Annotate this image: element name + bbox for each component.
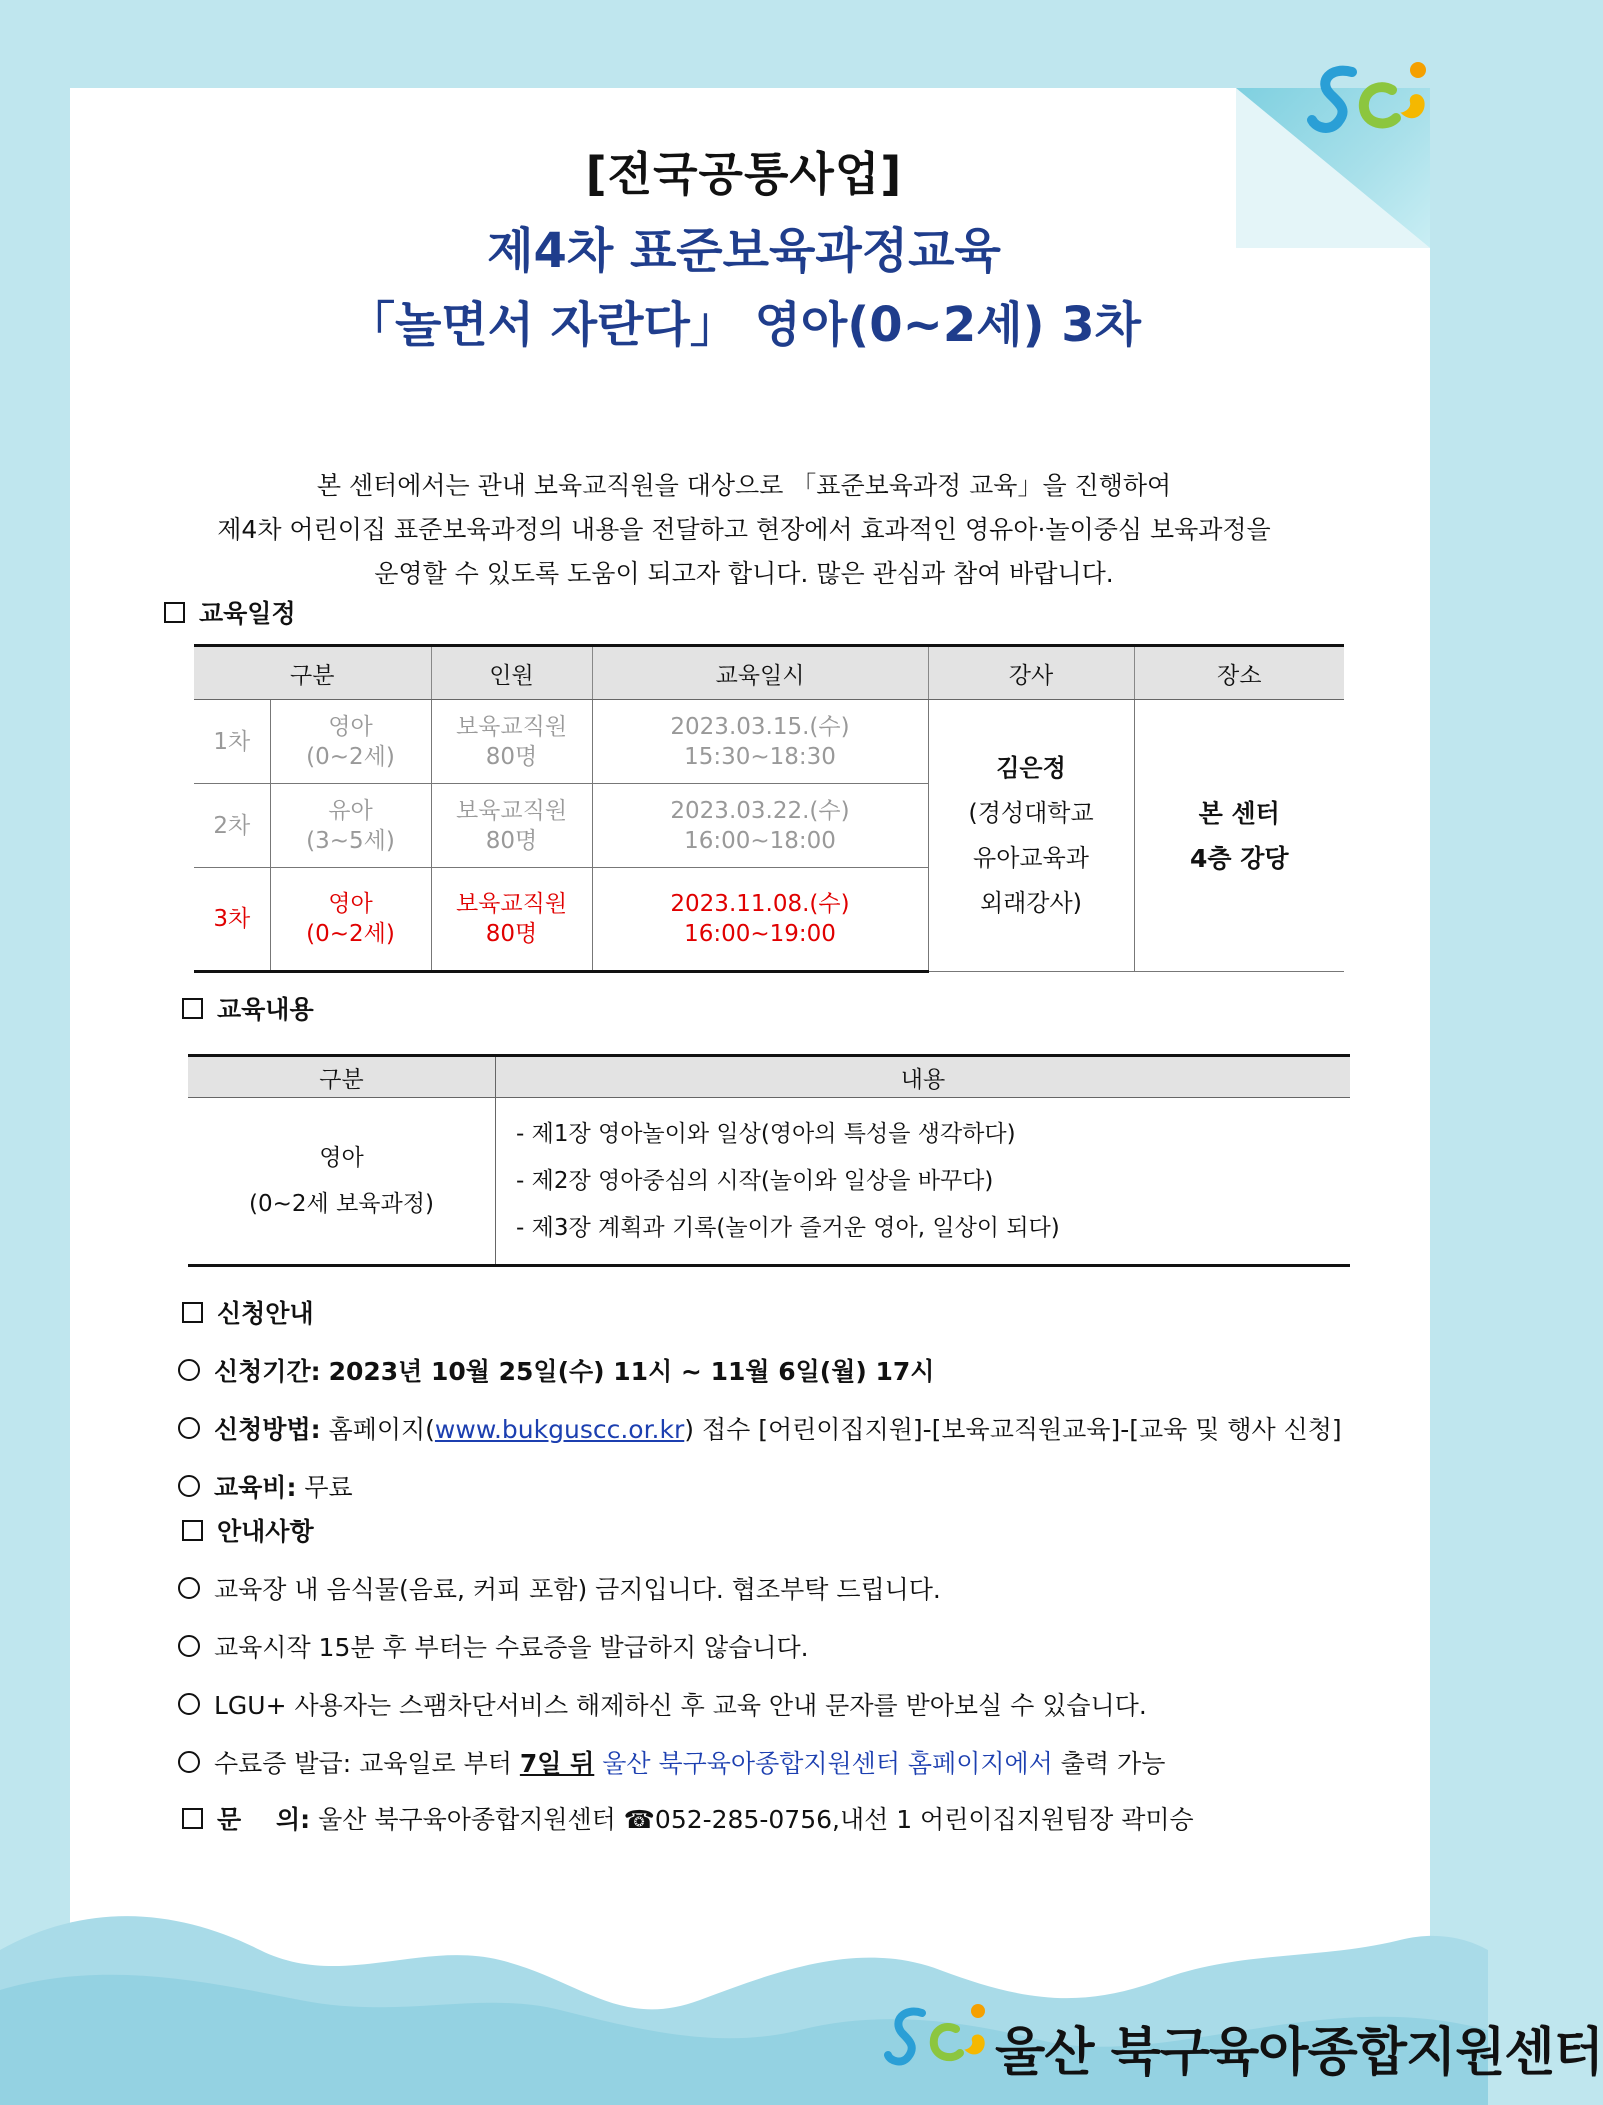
content-table — [188, 1054, 1350, 1267]
notice-text: 교육시작 15분 후 부터는 수료증을 발급하지 않습니다. — [214, 1633, 809, 1662]
place-room: 4층 강당 — [1189, 843, 1289, 873]
contact-line — [182, 1800, 1194, 1836]
content-heading — [182, 990, 314, 1026]
people-cell — [431, 784, 592, 868]
content-item: - 제3장 계획과 기록(놀이가 즐거운 영아, 일상이 되다) — [516, 1214, 1060, 1241]
people-label: 보육교직원 — [455, 713, 568, 740]
age-range: (0~2세) — [306, 921, 395, 947]
category-label: 영아 — [319, 1145, 364, 1171]
intro-paragraph — [100, 464, 1388, 596]
category-cell — [188, 1098, 496, 1266]
age-range: (3~5세) — [306, 827, 395, 854]
age-range: (0~2세) — [306, 743, 395, 770]
period-label: 신청기간: — [214, 1357, 321, 1386]
table-row — [194, 700, 1344, 784]
people-count: 80명 — [485, 743, 538, 770]
notice-text: 교육장 내 음식물(음료, 커피 포함) 금지입니다. 협조부탁 드립니다. — [214, 1575, 941, 1604]
col-header: 강사 — [928, 646, 1134, 700]
intro-line: 운영할 수 있도록 도움이 되고자 합니다. 많은 관심과 참여 바랍니다. — [374, 559, 1114, 588]
table-header-row — [188, 1056, 1350, 1098]
people-label: 보육교직원 — [455, 797, 568, 824]
content-item: - 제2장 영아중심의 시작(놀이와 일상을 바꾸다) — [516, 1167, 994, 1194]
main-title: 제4차 표준보육과정교육 — [487, 223, 1001, 279]
homepage-link[interactable]: www.bukguscc.or.kr — [434, 1415, 685, 1444]
method-suffix: ) 접수 [어린이집지원]-[보육교직원교육]-[교육 및 행사 신청] — [684, 1415, 1342, 1444]
fee-value: 무료 — [304, 1473, 353, 1502]
apply-method-line — [178, 1410, 1342, 1446]
notice-days: 7일 뒤 — [519, 1749, 595, 1778]
people-count: 80명 — [485, 827, 538, 854]
col-header: 장소 — [1134, 646, 1344, 700]
notice-line — [178, 1686, 1147, 1722]
document-paper — [70, 88, 1430, 2018]
checkbox-square-icon — [182, 1808, 203, 1829]
people-cell — [431, 868, 592, 972]
instructor-name: 김은정 — [996, 753, 1066, 782]
apply-heading — [182, 1294, 314, 1330]
col-header: 교육일시 — [592, 646, 928, 700]
instructor-cell — [928, 700, 1134, 972]
apply-heading-label: 신청안내 — [217, 1299, 314, 1328]
notice-line — [178, 1744, 1165, 1780]
age-cell — [270, 784, 431, 868]
round-cell: 3차 — [194, 868, 270, 972]
contact-value: 울산 북구육아종합지원센터 ☎052-285-0756,내선 1 어린이집지원팀장 곽미승 — [318, 1805, 1194, 1834]
people-count: 80명 — [485, 921, 538, 947]
notice-text: LGU+ 사용자는 스팸차단서비스 해제하신 후 교육 안내 문자를 받아보실 수 있습니다. — [214, 1691, 1147, 1720]
date-cell: 2023.03.22.(수) 16:00~18:00 — [592, 784, 928, 868]
checkbox-square-icon — [182, 998, 203, 1019]
notice-line — [178, 1628, 809, 1664]
instructor-affiliation: (경성대학교 — [968, 798, 1094, 827]
notice-text: 수료증 발급: 교육일로 부터 — [214, 1749, 512, 1778]
notice-heading — [182, 1512, 314, 1548]
date-cell: 2023.03.15.(수) 15:30~18:30 — [592, 700, 928, 784]
col-header: 내용 — [496, 1056, 1351, 1098]
content-heading-label: 교육내용 — [217, 995, 314, 1024]
fee-line — [178, 1468, 353, 1504]
notice-homepage: 울산 북구육아종합지원센터 홈페이지에서 — [602, 1749, 1053, 1778]
notice-heading-label: 안내사항 — [217, 1517, 314, 1546]
instructor-department: 유아교육과 — [973, 843, 1089, 872]
notice-line — [178, 1570, 941, 1606]
footer-org-name: 울산 북구육아종합지원센터 — [995, 2023, 1603, 2083]
instructor-role: 외래강사) — [979, 888, 1083, 917]
circle-bullet-icon — [178, 1693, 200, 1715]
circle-bullet-icon — [178, 1359, 200, 1381]
checkbox-square-icon — [164, 602, 185, 623]
notice-text: 출력 가능 — [1060, 1749, 1166, 1778]
period-value: 2023년 10월 25일(수) 11시 ~ 11월 6일(월) 17시 — [328, 1357, 935, 1386]
round-cell: 2차 — [194, 784, 270, 868]
age-cell — [270, 700, 431, 784]
center-logo-icon — [1300, 52, 1440, 152]
table-header-row — [194, 646, 1344, 700]
age-label: 영아 — [328, 891, 373, 917]
fee-label: 교육비: — [214, 1473, 297, 1502]
circle-bullet-icon — [178, 1475, 200, 1497]
age-cell — [270, 868, 431, 972]
circle-bullet-icon — [178, 1417, 200, 1439]
checkbox-square-icon — [182, 1520, 203, 1541]
round-cell: 1차 — [194, 700, 270, 784]
people-cell — [431, 700, 592, 784]
intro-line: 제4차 어린이집 표준보육과정의 내용을 전달하고 현장에서 효과적인 영유아·놀이중심 보육과정을 — [217, 515, 1271, 544]
content-cell — [496, 1098, 1351, 1266]
col-header: 구분 — [188, 1056, 496, 1098]
age-label: 영아 — [328, 713, 373, 740]
schedule-table — [194, 644, 1344, 973]
method-prefix: 홈페이지( — [328, 1415, 435, 1444]
table-row — [188, 1098, 1350, 1266]
schedule-heading-label: 교육일정 — [199, 599, 296, 628]
circle-bullet-icon — [178, 1577, 200, 1599]
method-label: 신청방법: — [214, 1415, 321, 1444]
category-range: (0~2세 보육과정) — [249, 1191, 434, 1217]
col-header: 구분 — [194, 646, 431, 700]
circle-bullet-icon — [178, 1751, 200, 1773]
checkbox-square-icon — [182, 1302, 203, 1323]
date-cell: 2023.11.08.(수) 16:00~19:00 — [592, 868, 928, 972]
circle-bullet-icon — [178, 1635, 200, 1657]
category-title: [전국공통사업] — [585, 147, 903, 201]
sub-title: 「놀면서 자란다」 영아(0~2세) 3차 — [346, 297, 1142, 353]
col-header: 인원 — [431, 646, 592, 700]
place-name: 본 센터 — [1198, 798, 1280, 828]
age-label: 유아 — [328, 797, 373, 824]
content-item: - 제1장 영아놀이와 일상(영아의 특성을 생각하다) — [516, 1120, 1016, 1147]
schedule-heading — [164, 594, 296, 630]
people-label: 보육교직원 — [455, 891, 568, 917]
contact-label: 문 의: — [217, 1805, 311, 1834]
intro-line: 본 센터에서는 관내 보육교직원을 대상으로 「표준보육과정 교육」을 진행하여 — [316, 471, 1172, 500]
place-cell — [1134, 700, 1344, 972]
apply-period-line — [178, 1352, 934, 1388]
